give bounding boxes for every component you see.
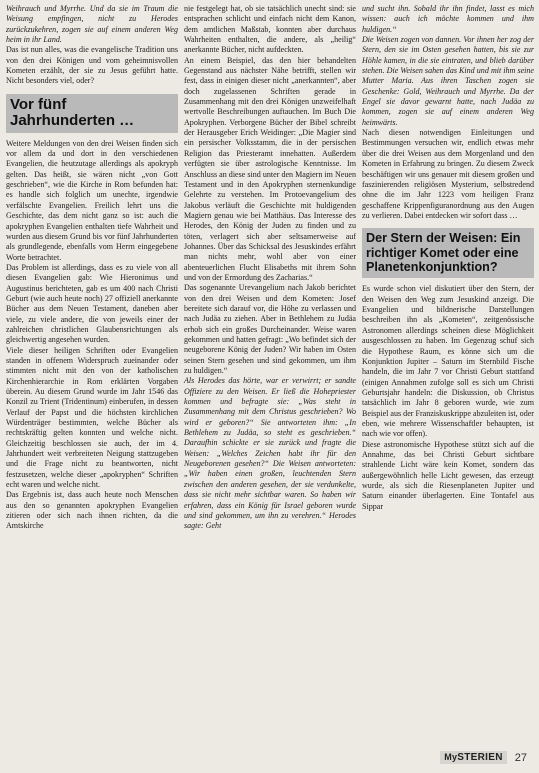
paragraph: Weitere Meldungen von den drei Weisen finden sich vor allem da und dort in den verschiedenen Evangelien, die heutzutage allerdings als apokryph gelten. Das heißt, sie wären nicht „von Gott geschrieben“, wie die Kirche in Rom befunden hat: es handle sich folglich um unechte, irgendwie verfälschte Evangelien. Freilich lehrt uns die Geschichte, das dem nicht ganz so ist: auch die apokryphen Evangelien enthalten tiefe Wahrheit und wurden aus diesem Grund bis vor fünf Jahrhunderten als grundlegende, ebenfalls vom Herrn eingegebene Worte betrachtet. (6, 138, 178, 262)
paragraph: Als Herodes das hörte, war er verwirrt; er sandte Offiziere zu den Weisen. Er ließ die Hohepriester kommen und befragte sie: „Was steht in Zusammenhang mit dem Christus geschrieben? Wo wird er geboren?“ Sie antworteten ihm: „In Bethlehem zu Judäa, so steht es geschrieben.“ Daraufhin schickte er sie zurück und fragte die Weisen: „Welches Zeichen habt ihr für den Neugeborenen gesehen?“ Die Weisen antworteten: „Wir haben einen großen, leuchtenden Stern zwischen den anderen gesehen, der sie verdunkelte, dass sie nicht mehr sichtbar waren. So haben wir erfahren, dass ein König für Israel geboren wurde und sind gekommen, um ihn zu verehren.“ Herodes sagte: Geht (184, 376, 356, 531)
logo-text: STERIEN (457, 752, 503, 763)
paragraph: nie festgelegt hat, ob sie tatsächlich unecht sind: sie entsprachen schlicht und einfach nicht dem Kanon, dem amtlichen Maßstab, konnten aber durchaus Wahrheiten enthalten, die andere, als „heilig“ anerkannte Bücher, nicht aufdeckten. (184, 4, 356, 55)
logo-prefix: My (444, 752, 458, 762)
column-1 (6, 4, 178, 532)
paragraph: Das ist nun alles, was die evangelische Tradition uns von den drei Königen und vom geheimnisvollen Kometen erzählt, der sie zu Jesus geführt hatte. Nicht besonders viel, oder? (6, 45, 178, 86)
column-2 (184, 4, 356, 532)
section-heading: Der Stern der Weisen: Ein richtiger Komet oder eine Planetenkonjunktion? (362, 228, 534, 278)
page-number: 27 (514, 751, 527, 764)
paragraph: und sucht ihn. Sobald ihr ihn findet, lasst es mich wissen: auch ich möchte kommen und ihm huldigen.“ (362, 4, 534, 34)
paragraph: An einem Beispiel, das den hier behandelten Gegenstand aus nächster Nähe betrifft, stellen wir fest, dass in einigen dieser nicht „anerkannten“, aber doch zugelassenen Schriften gerade in Zusammenhang mit den drei Königen unzweifelhaft wertvolle Beschreibungen auftauchen. Im Buch Die Apokryphen. Verborgene Bücher der Bibel schreibt der Herausgeber Erich Weidinger: „Die Magier sind ein persischer Volksstamm, die in der persischen Religion das Priesteramt innehatten. Außerdem verfügten sie über astrologische Kenntnisse. Im Anschluss an diese sind unter den Magiern im Neuen Testament und in den Apokryphen sternenkundige Gelehrte zu verstehen. Im Protoevangelium des Jakobus verläuft die Geschichte mit huldigenden Magiern genau wie bei Matthäus. Das Interesse des Herodes, den König der Juden zu finden und zu töten, verlagert sich aber seltsamerweise auf Johannes. Über das Schicksal des Jesuskindes erfährt man nichts mehr, wohl aber von einer abenteuerlichen Flucht Elisabeths mit ihrem Sohn und von der Ermordung des Zacharias.“ (184, 55, 356, 282)
paragraph: Viele dieser heiligen Schriften oder Evangelien standen in offenem Widerspruch zueinander oder stimmten nicht mit den von der katholischen Kirchenhierarchie in Rom erklärten Vorgaben überein. Au diesem Grund wurde im Jahr 1546 das Konzil zu Trient (Tridentinum) einberufen, in dessen Verlauf der Papst und die höchsten kirchlichen Würdenträger bestimmten, welche Bücher als rechtskräftig gelten konnten und welche nicht. Gleichzeitig beschlossen sie auch, der im 4. Jahrhundert weit verbreiteten Neigung stattzugeben und die Frage nicht zu beantworten, nicht festzusetzen, welche dieser „apokryphen“ Schriften echt waren und welche nicht. (6, 345, 178, 490)
section-heading: Vor fünf Jahrhunderten … (6, 94, 178, 133)
paragraph: Diese astronomische Hypothese stützt sich auf die Annahme, das bei Christi Geburt sichtbare strahlende Licht wäre kein Komet, sondern das außergewöhnlich helle Licht gewesen, das erzeugt wurde, als sich die Riesenplaneten Jupiter und Saturn einander überlagerten. Eine Tontafel aus Sippar (362, 439, 534, 511)
page-footer (440, 751, 527, 764)
column-3 (362, 4, 534, 512)
paragraph: Weihrauch und Myrrhe. Und da sie im Traum die Weisung empfingen, nicht zu Herodes zurückzukehren, zogen sie auf einem anderen Weg heim in ihr Land. (6, 4, 178, 45)
paragraph: Es wurde schon viel diskutiert über den Stern, der den Weisen den Weg zum Jesuskind anzeigt. Die Evangelien und bildnerische Darstellungen beschreiben ihn als „Kometen“, zeitgenössische Astronomen allerdings scheinen diese Möglichkeit ausgeschlossen zu haben. Im Gegenzug schuf sich die Hypothese Raum, es könne sich um die Konjunktion Jupiter – Saturn im Sternbild Fische handeln, die im Jahr 7 vor Christi Geburt stattfand (einigen Annahmen zufolge soll es sich um Christi Geburtsjahr handeln: die Diskussion, ob Christus tatsächlich im Jahr 8 geboren wurde, wie zum Beispiel aus der Franziskuskrippe abzuleiten ist, oder eben, wie mehrere Wissenschaftler behaupten, ist nach wie vor offen). (362, 284, 534, 439)
paragraph: Die Weisen zogen von dannen. Vor ihnen her zog der Stern, den sie im Osten gesehen hatten, bis sie zur Höhle kamen, in die sie eintraten, und blieb darüber stehen. Die Weisen sahen das Kind und mit ihm seine Mutter Maria. Aus ihren Taschen zogen sie Geschenke: Gold, Weihrauch und Myrrhe. Da der Engel sie davor gewarnt hatte, nach Judäa zu kommen, zogen sie auf einem anderen Weg heimwärts. (362, 35, 534, 127)
magazine-logo (440, 751, 507, 764)
paragraph: Das sogenannte Urevangelium nach Jakob berichtet von den drei Weisen und dem Kometen: Josef bereitete sich darauf vor, die Höhe zu verlassen und nach Judäa zu ziehen. Aber in Bethlehem zu Judäa erhob sich ein großes Durcheinander. Weise waren gekommen und hatten gefragt: „Wo befindet sich der neugeborene König der Juden? Wir haben im Osten seinen Stern gesehen und sind gekommen, um ihm zu huldigen.“ (184, 283, 356, 376)
paragraph: Nach diesen notwendigen Einleitungen und Bestimmungen versuchen wir, endlich etwas mehr über die drei Weisen aus dem Morgenland und den Kometen in Erfahrung zu bringen. Zu diesem Zweck beschäftigen wir uns genauer mit diesem großen und faszinierenden religiösen Mysterium, selbstredend ohne die im Jahr 1223 vom heiligen Franz geschaffene Krippenfiguranordnung aus den Augen zu verlieren. Dabei entdecken wir sofort dass … (362, 128, 534, 220)
paragraph: Das Ergebnis ist, dass auch heute noch Menschen aus den so genannten apokryphen Evangelien zitieren oder sich nach ihnen richten, da die Amtskirche (6, 490, 178, 531)
paragraph: Das Problem ist allerdings, dass es zu viele von all diesen Evangelien gab: Wie Hieronimus und Augustinus berichteten, gab es um 400 nach Christi Geburt (wie auch heute noch) 27 offiziell anerkannte Bücher aus dem Neuen Testament, daneben aber viele, zu viele andere, die von jeweils einer der zahlreichen christlichen Glaubensrichtungen als gleichwertig angesehen wurden. (6, 262, 178, 345)
